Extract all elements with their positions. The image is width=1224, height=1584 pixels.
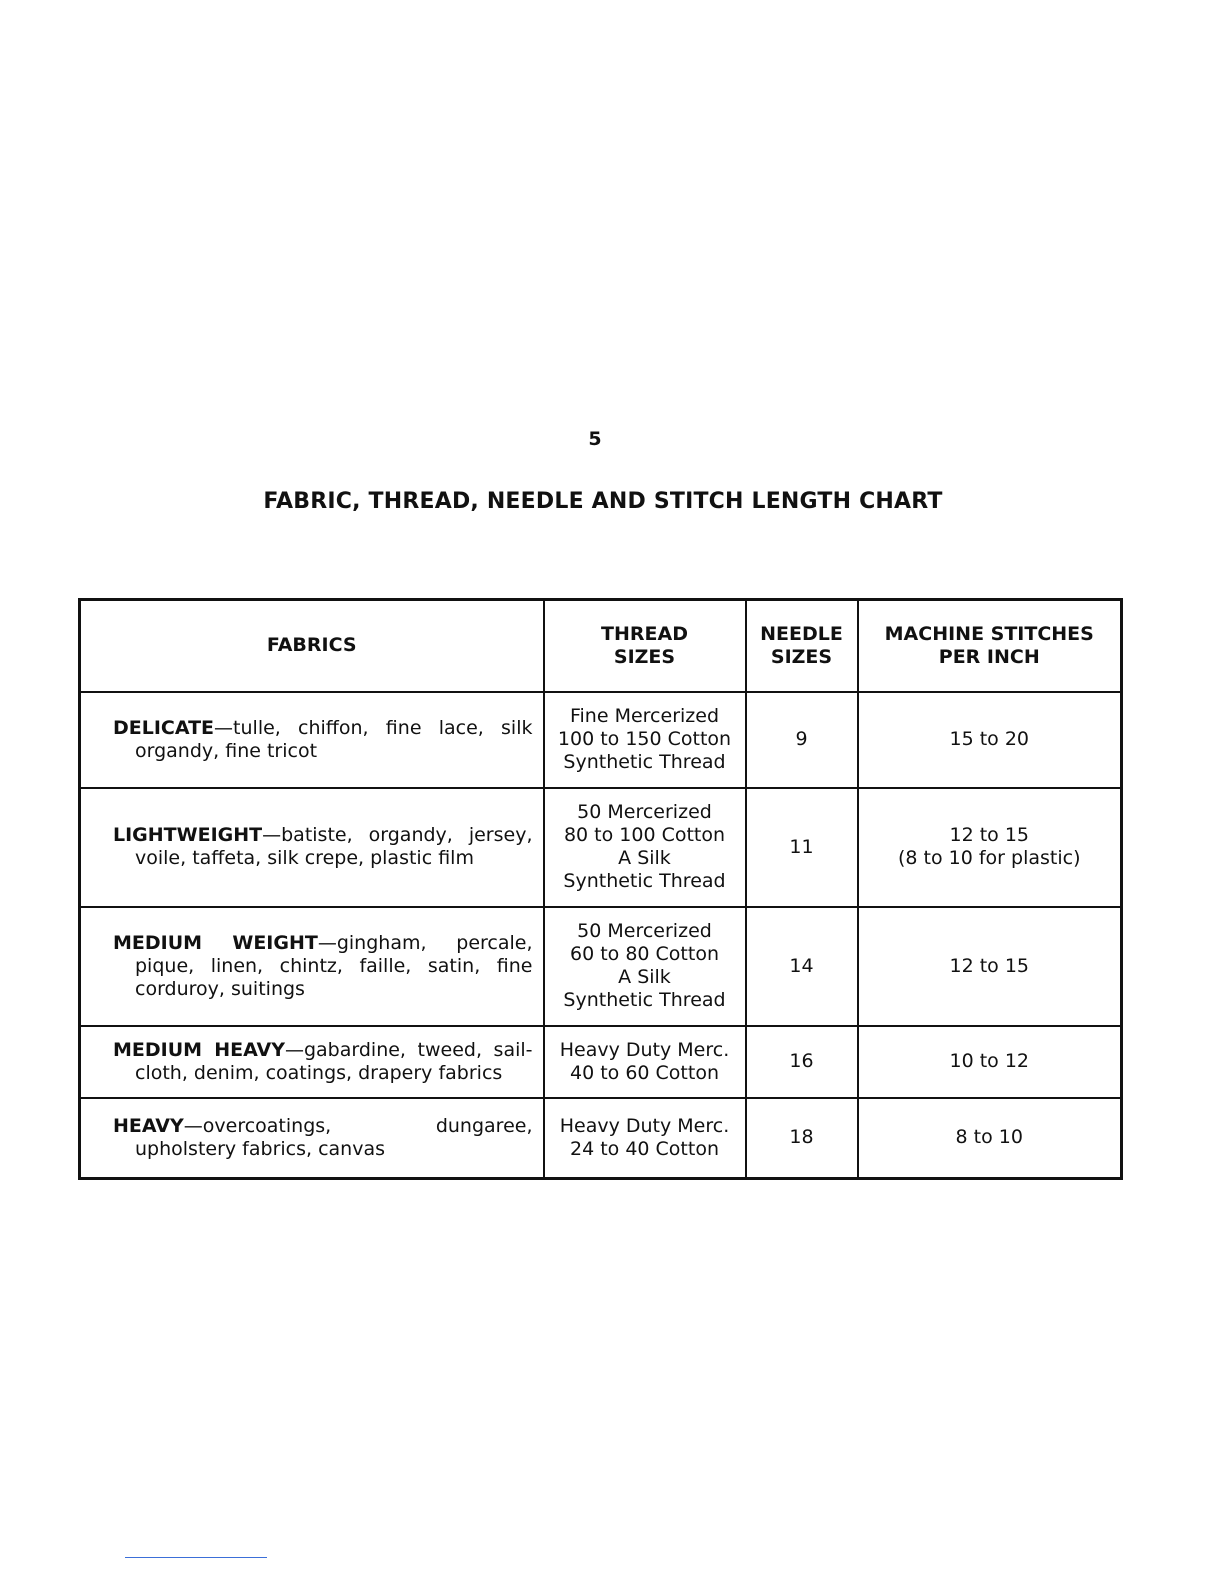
- table-row: [80, 1098, 1122, 1179]
- thread-line: Heavy Duty Merc.: [559, 1114, 730, 1137]
- table-row: [80, 692, 1122, 788]
- thread-line: 40 to 60 Cotton: [569, 1061, 719, 1084]
- fabric-cell: [80, 1026, 544, 1098]
- header-fabrics-label: FABRICS: [266, 634, 357, 657]
- fabric-name: DELICATE: [113, 716, 215, 739]
- header-needle-sizes: [746, 600, 858, 692]
- thread-line: 60 to 80 Cotton: [569, 943, 719, 965]
- fabric-list: —gabardine, tweed, sail-cloth, denim, coatings, drapery fabrics: [135, 1038, 533, 1084]
- header-machine-stitches: [858, 600, 1122, 692]
- stitches-cell: [858, 1026, 1122, 1098]
- header-thread-line: SIZES: [613, 645, 676, 668]
- stitches-line: 10 to 12: [949, 1050, 1029, 1072]
- thread-cell: [544, 788, 746, 907]
- header-needle-line: NEEDLE: [760, 622, 843, 645]
- footer-divider-line: [125, 1557, 267, 1558]
- fabric-description: [113, 717, 533, 763]
- thread-line: 100 to 150 Cotton: [557, 728, 732, 750]
- stitches-line: 15 to 20: [949, 728, 1029, 750]
- thread-line: Synthetic Thread: [563, 751, 726, 773]
- header-thread-sizes: [544, 600, 746, 692]
- fabric-list: —overcoatings, dungaree, upholstery fabrics, canvas: [135, 1114, 533, 1160]
- page-number: 5: [588, 428, 602, 450]
- stitches-line: (8 to 10 for plastic): [897, 847, 1081, 869]
- fabric-list: —batiste, organdy, jersey, voile, taffeta, silk crepe, plastic film: [135, 824, 533, 869]
- thread-cell: [544, 1098, 746, 1179]
- stitches-cell: [858, 1098, 1122, 1179]
- fabric-name: LIGHTWEIGHT: [113, 824, 263, 846]
- header-thread-line: THREAD: [601, 622, 688, 645]
- fabric-chart-table: [78, 598, 1123, 1180]
- fabric-cell: [80, 1098, 544, 1179]
- thread-cell: [544, 692, 746, 788]
- needle-cell: 9: [746, 692, 858, 788]
- header-fabrics: [80, 600, 544, 692]
- needle-cell: 11: [746, 788, 858, 907]
- fabric-cell: [80, 907, 544, 1026]
- stitches-line: 12 to 15: [949, 824, 1029, 846]
- thread-line: Heavy Duty Merc.: [559, 1038, 730, 1061]
- table-row: [80, 1026, 1122, 1098]
- header-stitches-line: PER INCH: [938, 645, 1040, 668]
- thread-line: Fine Mercerized: [569, 705, 720, 727]
- stitches-line: 8 to 10: [955, 1126, 1023, 1149]
- fabric-description: [113, 1115, 533, 1161]
- fabric-cell: [80, 692, 544, 788]
- thread-line: Synthetic Thread: [563, 870, 726, 892]
- stitches-cell: [858, 692, 1122, 788]
- fabric-description: [113, 1039, 533, 1085]
- fabric-list: —gingham, percale, pique, linen, chintz, faille, satin, fine corduroy, suitings: [135, 931, 533, 1000]
- stitches-cell: [858, 907, 1122, 1026]
- page-title: FABRIC, THREAD, NEEDLE AND STITCH LENGTH CHART: [263, 489, 943, 514]
- thread-cell: [544, 907, 746, 1026]
- thread-line: 50 Mercerized: [577, 801, 712, 823]
- fabric-description: [113, 932, 533, 1001]
- table-header-row: [80, 600, 1122, 692]
- fabric-list: —tulle, chiffon, fine lace, silk organdy, fine tricot: [135, 716, 533, 762]
- stitches-line: 12 to 15: [949, 954, 1029, 977]
- needle-cell: 18: [746, 1098, 858, 1179]
- thread-line: 24 to 40 Cotton: [569, 1137, 719, 1160]
- needle-cell: 16: [746, 1026, 858, 1098]
- table-row: [80, 907, 1122, 1026]
- thread-line: A Silk: [618, 966, 671, 988]
- thread-cell: [544, 1026, 746, 1098]
- fabric-cell: [80, 788, 544, 907]
- thread-line: 80 to 100 Cotton: [563, 824, 726, 846]
- fabric-name: MEDIUM HEAVY: [113, 1038, 285, 1061]
- thread-line: A Silk: [618, 847, 671, 869]
- fabric-name: HEAVY: [113, 1114, 184, 1137]
- fabric-description: [113, 824, 533, 870]
- thread-line: Synthetic Thread: [563, 989, 726, 1011]
- fabric-name: MEDIUM WEIGHT: [113, 931, 318, 954]
- stitches-cell: [858, 788, 1122, 907]
- needle-cell: 14: [746, 907, 858, 1026]
- thread-line: 50 Mercerized: [577, 920, 712, 942]
- header-needle-line: SIZES: [770, 645, 833, 668]
- table-row: [80, 788, 1122, 907]
- header-stitches-line: MACHINE STITCHES: [884, 622, 1094, 645]
